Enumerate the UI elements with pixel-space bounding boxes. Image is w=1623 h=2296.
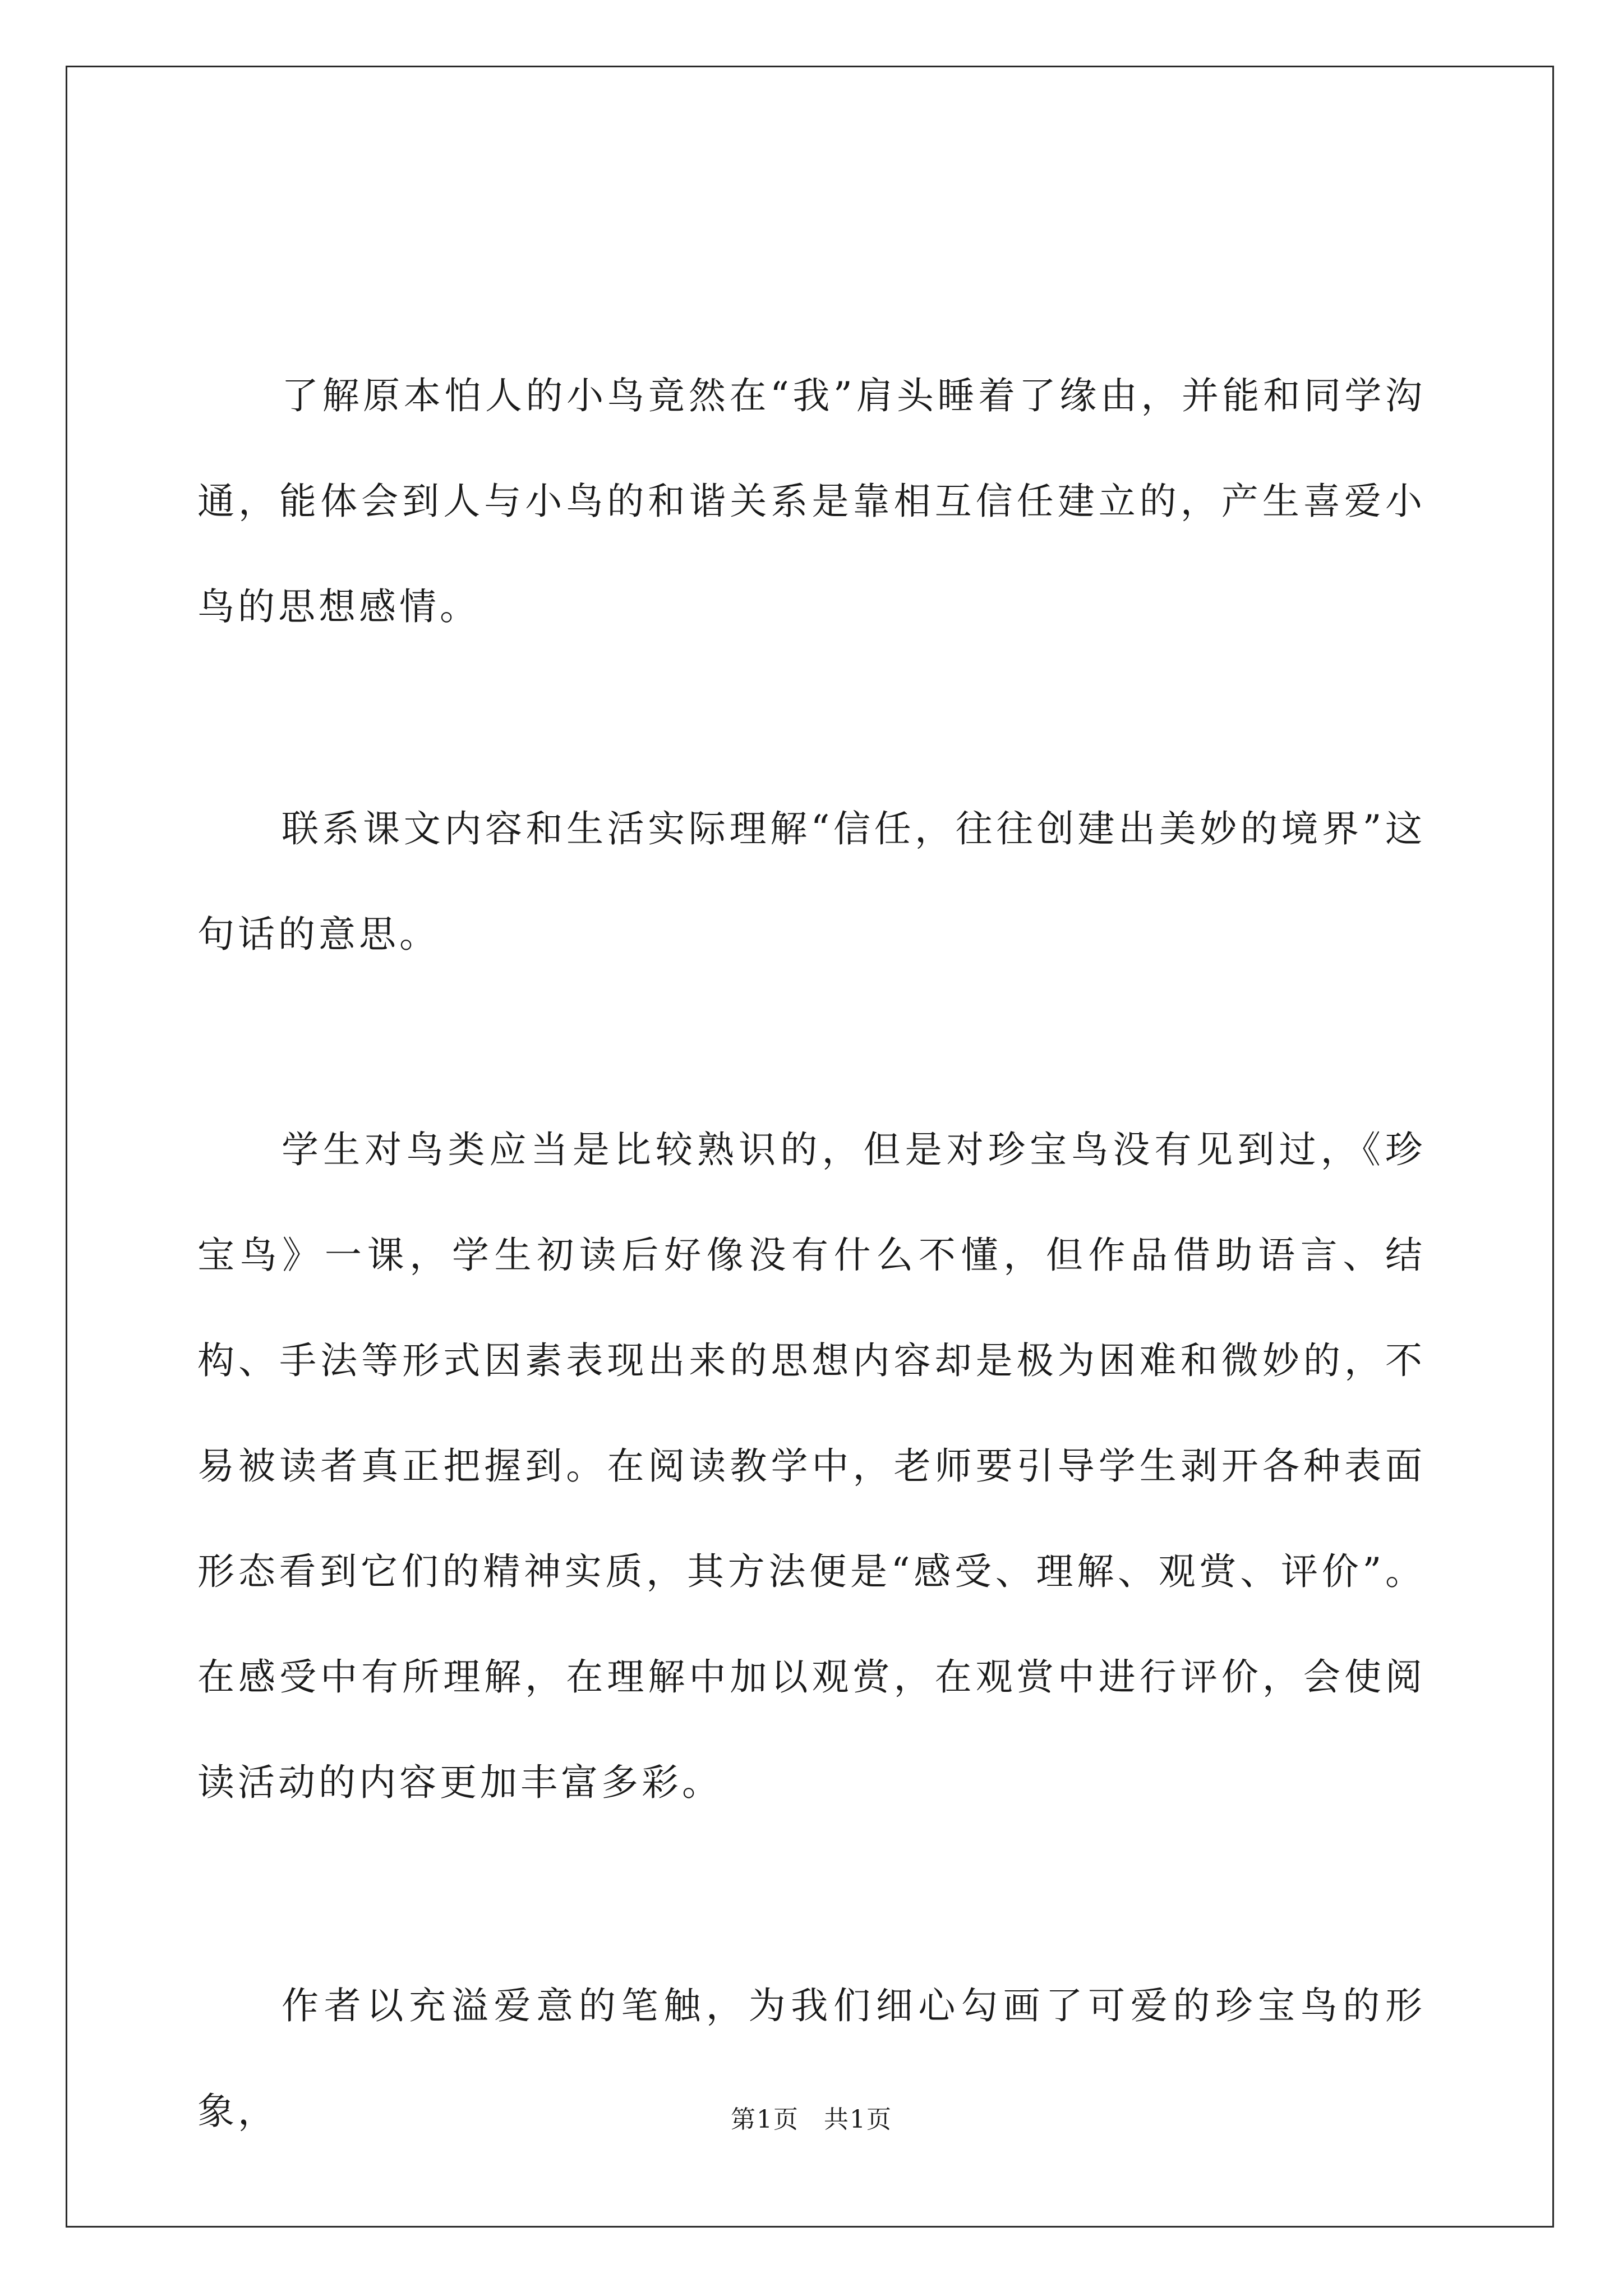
page-footer (0, 2099, 1623, 2135)
paragraph-3: 学生对鸟类应当是比较熟识的，但是对珍宝鸟没有见到过，《珍宝鸟》一课，学生初读后好像没有什么不懂，但作品借助语言、结构、手法等形式因素表现出来的思想内容却是极为困难和微妙的，不易被读者真正把握到。在阅读教学中，老师要引导学生剥开各种表面形态看到它们的精神实质，其方法便是“感受、理解、观赏、评价”。在感受中有所理解，在理解中加以观赏，在观赏中进行评价，会使阅读活动的内容更加丰富多彩。 (197, 1128, 1426, 1804)
paragraph-1: 了解原本怕人的小鸟竟然在“我”肩头睡着了缘由，并能和同学沟通，能体会到人与小鸟的和谐关系是靠相互信任建立的，产生喜爱小鸟的思想感情。 (197, 374, 1426, 628)
page-total: 共1页 (824, 2105, 892, 2134)
page-number: 第1页 (731, 2105, 799, 2134)
paragraph-4: 作者以充溢爱意的笔触，为我们细心勾画了可爱的珍宝鸟的形象， (197, 1984, 1426, 2133)
paragraph-2: 联系课文内容和生活实际理解“信任，往往创建出美妙的境界”这句话的意思。 (197, 807, 1426, 956)
